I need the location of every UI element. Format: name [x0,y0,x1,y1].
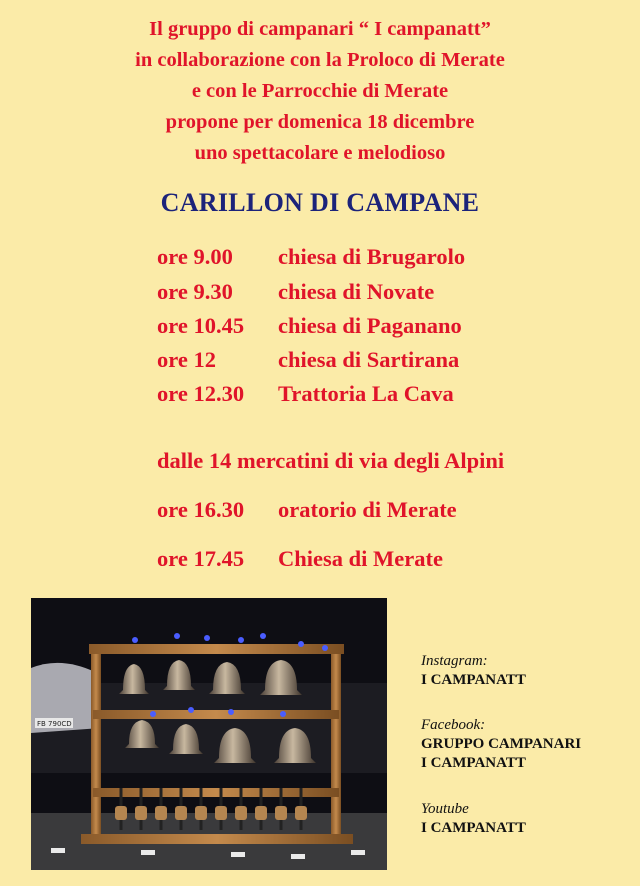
schedule-time: ore 12 [157,347,216,372]
schedule-time: ore 10.45 [157,313,245,338]
instagram-handle: I CAMPANATT [421,672,526,688]
schedule-time: ore 17.45 [157,546,245,571]
youtube-channel: I CAMPANATT [421,820,526,836]
intro-line-3: e con le Parrocchie di Merate [191,80,449,102]
schedule-place: Trattoria La Cava [278,381,454,406]
schedule-place: Chiesa di Merate [278,546,443,571]
schedule-time: ore 9.30 [157,279,233,304]
schedule-place: chiesa di Novate [278,279,435,304]
intro-line-1: Il gruppo di campanari “ I campanatt” [149,18,491,40]
facebook-block [421,716,581,773]
afternoon-markets: dalle 14 mercatini di via degli Alpini [157,448,505,473]
license-plate: FB 790CD [37,720,72,728]
schedule-place: oratorio di Merate [278,497,457,522]
carillon-illustration [31,598,387,870]
schedule-time: ore 9.00 [157,244,233,269]
instagram-label: Instagram: [421,653,488,669]
instagram-block [421,652,526,690]
facebook-label: Facebook: [421,717,486,733]
schedule-place: chiesa di Paganano [278,313,462,338]
intro-line-4: propone per domenica 18 dicembre [165,111,475,133]
youtube-block [421,800,526,838]
intro-text [0,14,640,169]
carillon-photo [31,598,387,870]
intro-line-5: uno spettacolare e melodioso [194,142,446,164]
schedule-time: ore 16.30 [157,497,245,522]
schedule-time: ore 12.30 [157,381,245,406]
youtube-label: Youtube [421,801,469,817]
schedule-place: chiesa di Brugarolo [278,244,466,269]
facebook-page-line-2: I CAMPANATT [421,755,526,771]
facebook-page-line-1: GRUPPO CAMPANARI [421,736,582,752]
event-title: CARILLON DI CAMPANE [160,188,480,217]
intro-line-2: in collaborazione con la Proloco di Merate [135,49,505,71]
schedule-place: chiesa di Sartirana [278,347,460,372]
